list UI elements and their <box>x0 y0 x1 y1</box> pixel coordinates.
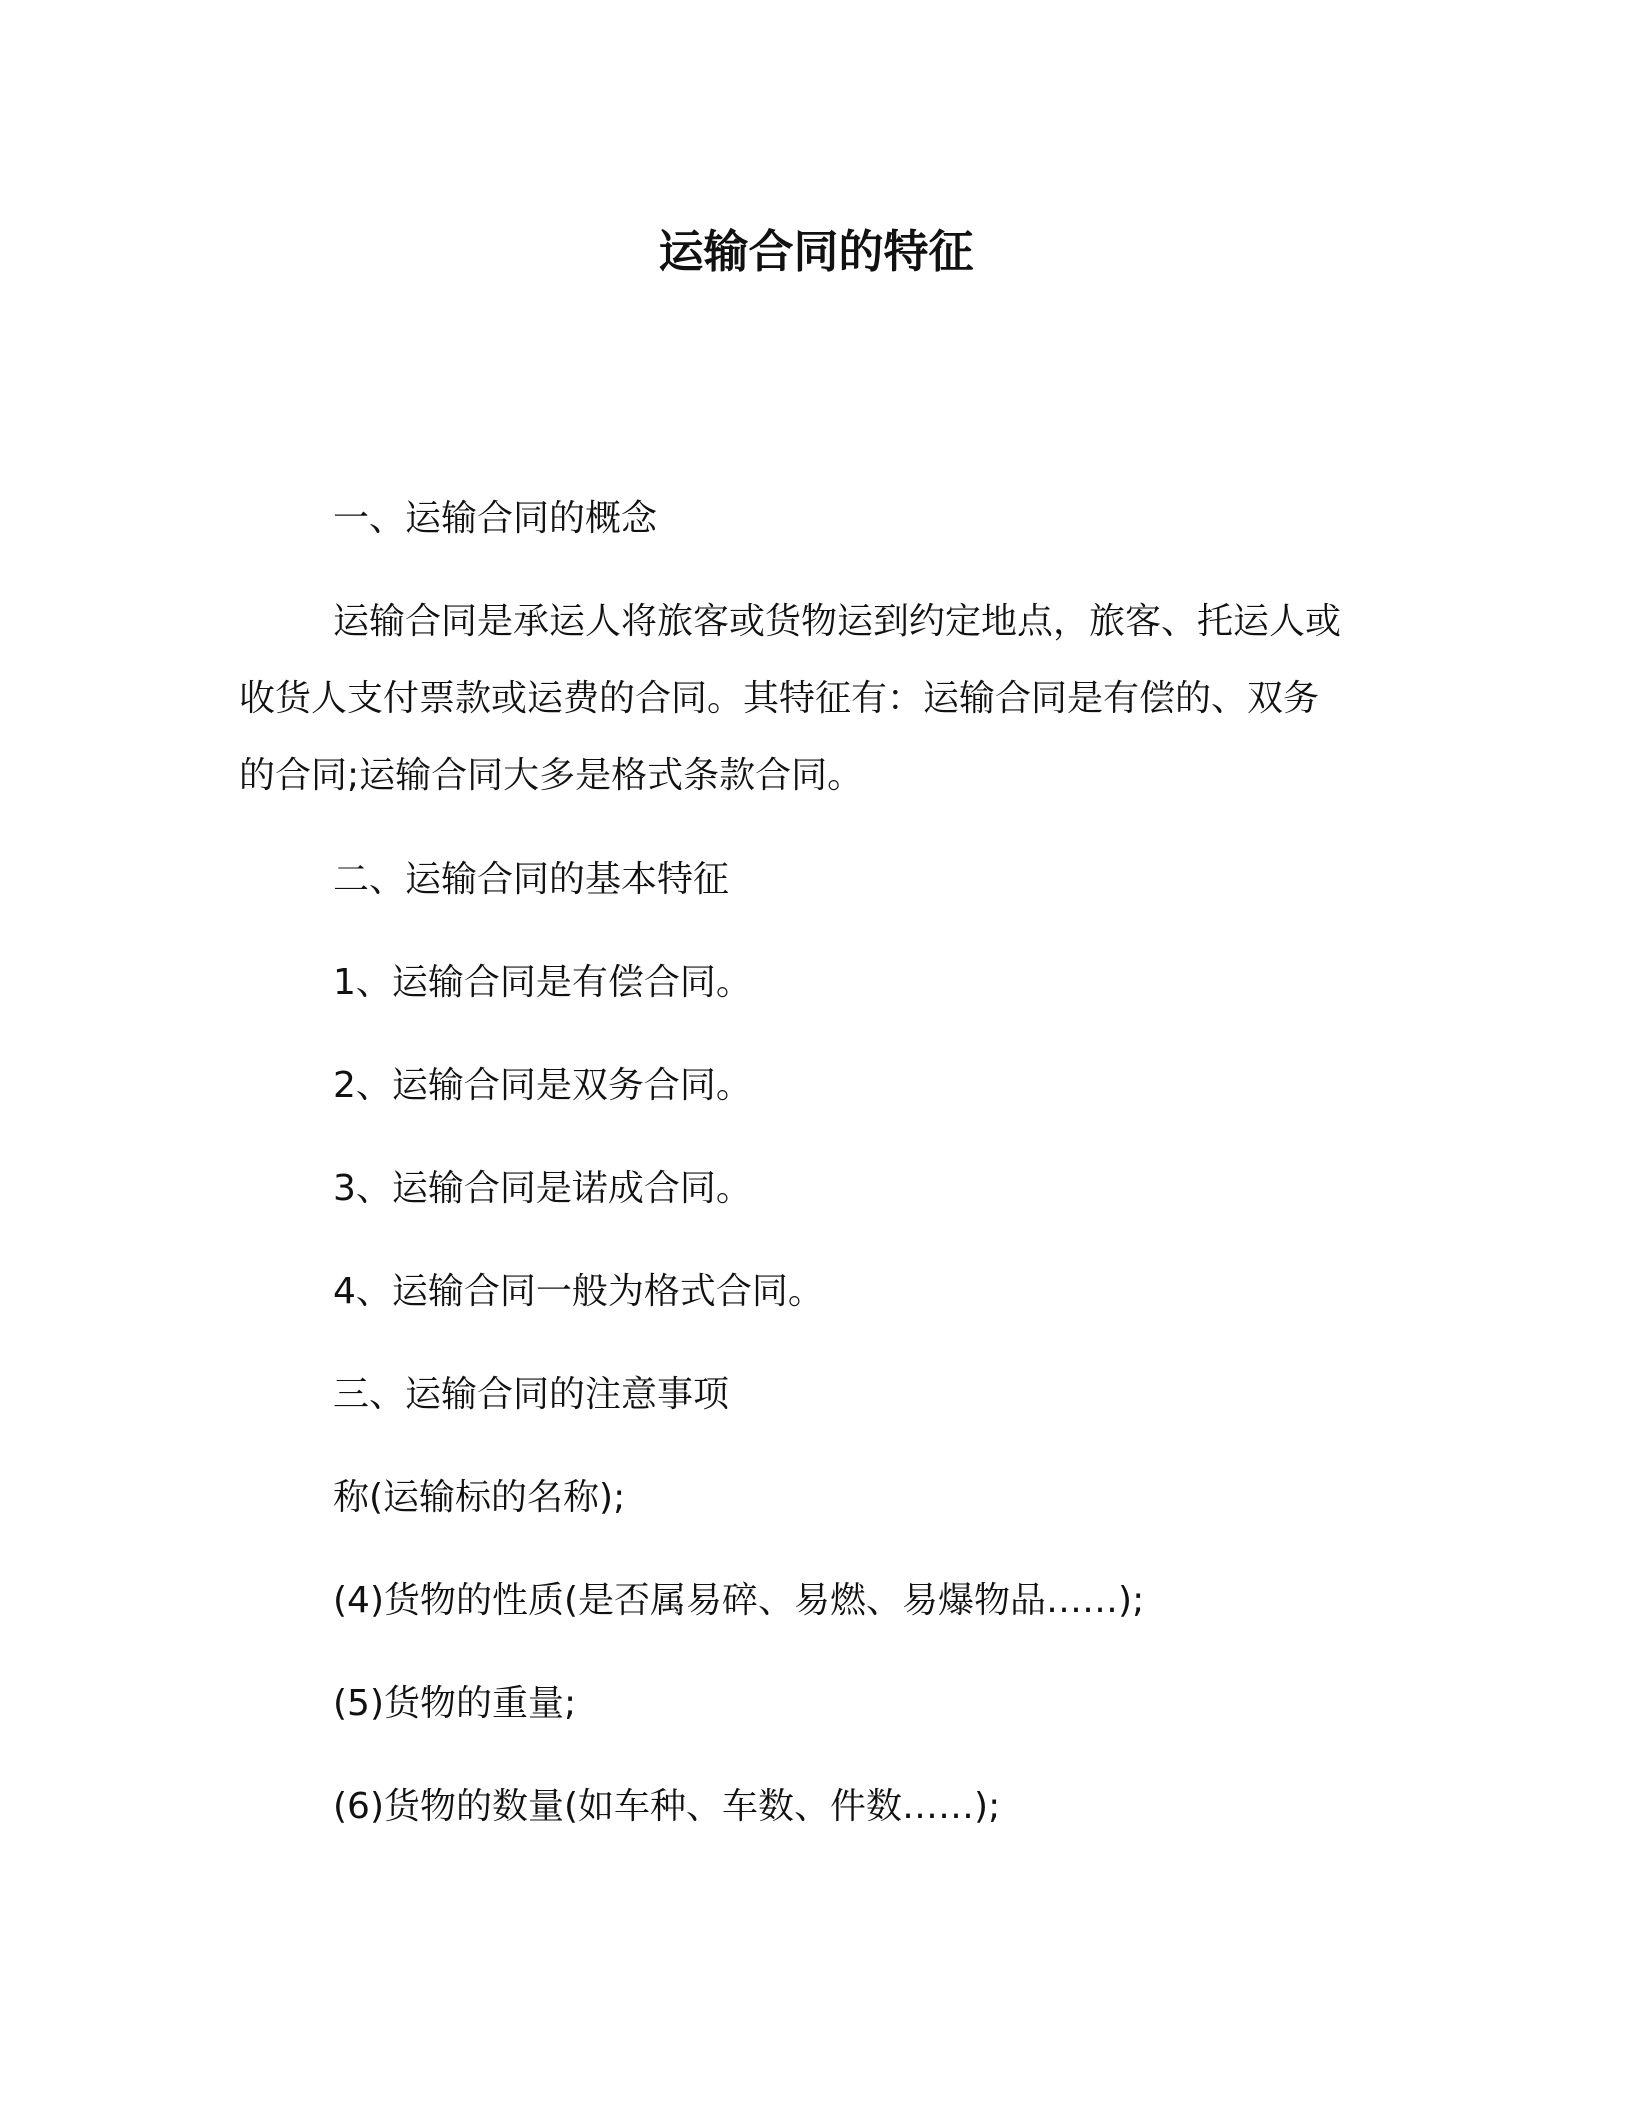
list-item: (6)货物的数量(如车种、车数、件数……); <box>333 1786 1001 1827</box>
list-item: 称(运输标的名称); <box>333 1477 626 1518</box>
section-heading-concept: 一、运输合同的概念 <box>333 498 658 539</box>
document-title: 运输合同的特征 <box>658 225 974 278</box>
list-item: 1、运输合同是有偿合同。 <box>333 962 752 1003</box>
paragraph-line-1: 运输合同是承运人将旅客或货物运到约定地点，旅客、托运人或 <box>333 601 1342 642</box>
list-item: 2、运输合同是双务合同。 <box>333 1065 752 1106</box>
paragraph-line-3: 的合同;运输合同大多是格式条款合同。 <box>239 755 864 796</box>
list-item: (5)货物的重量; <box>333 1683 577 1724</box>
list-item: (4)货物的性质(是否属易碎、易燃、易爆物品……); <box>333 1580 1145 1621</box>
paragraph-line-2: 收货人支付票款或运费的合同。其特征有：运输合同是有偿的、双务 <box>239 678 1320 719</box>
section-heading-features: 二、运输合同的基本特征 <box>333 859 730 900</box>
list-item: 3、运输合同是诺成合同。 <box>333 1168 752 1209</box>
list-item: 4、运输合同一般为格式合同。 <box>333 1271 824 1312</box>
section-heading-notes: 三、运输合同的注意事项 <box>333 1374 730 1415</box>
